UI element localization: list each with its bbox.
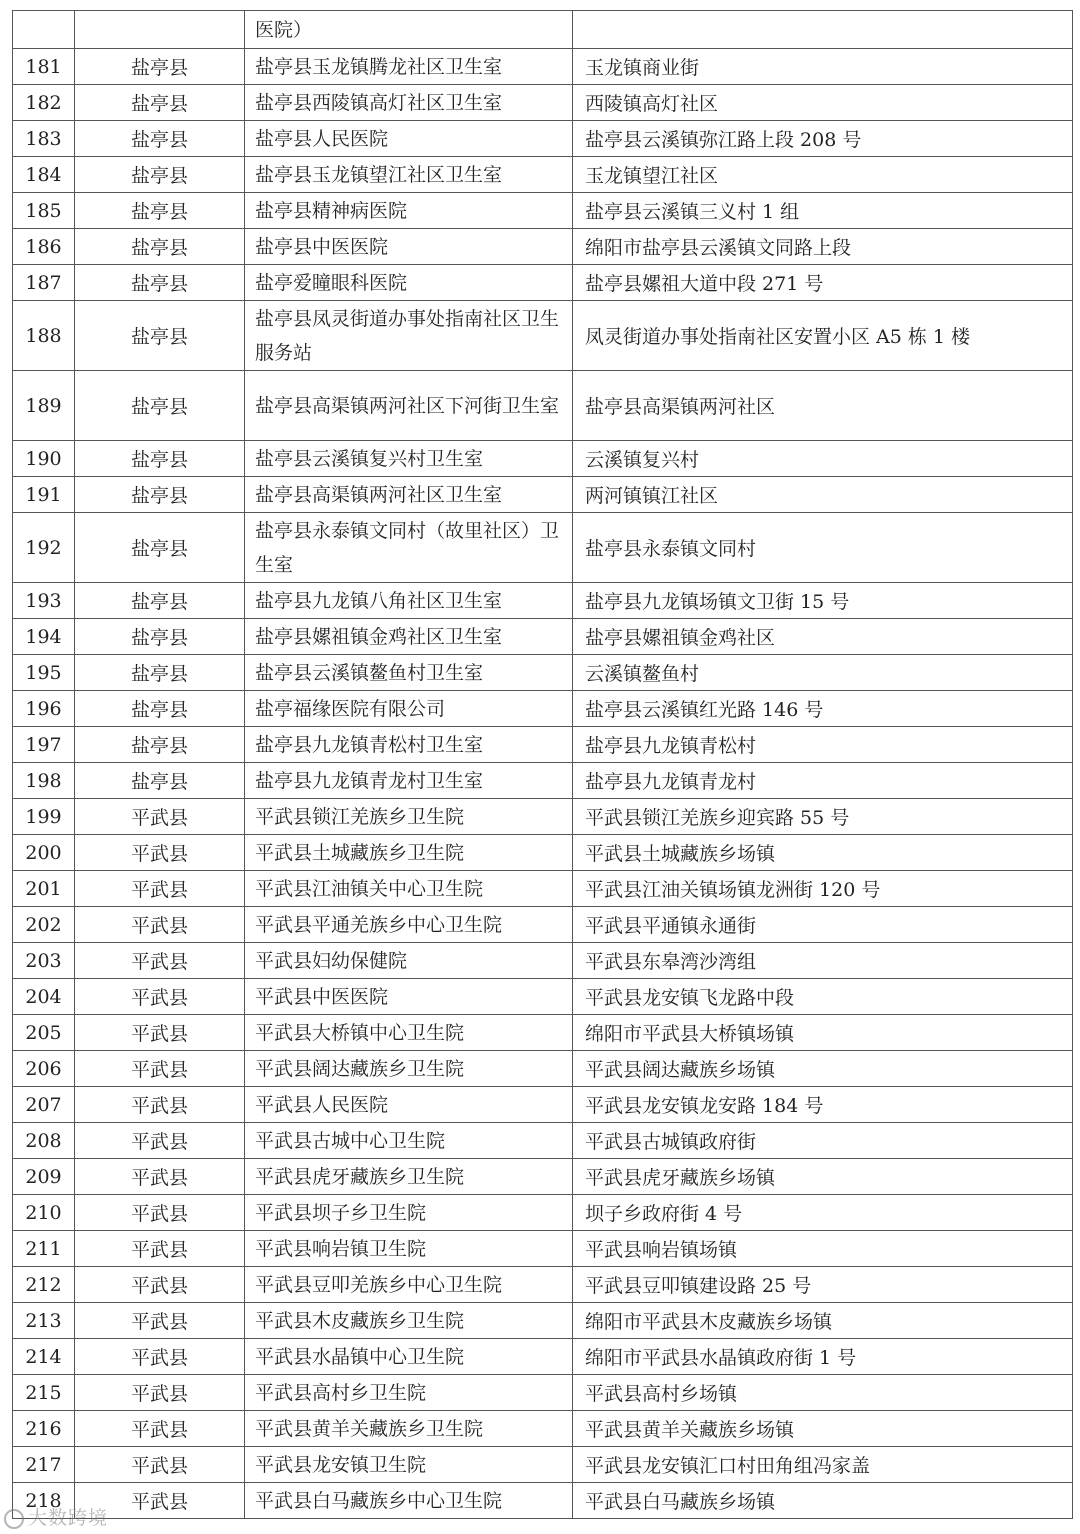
table-row: [13, 1231, 1073, 1267]
table-row: [13, 1411, 1073, 1447]
row-number: 193: [13, 583, 75, 619]
address-cell: 盐亭县云溪镇三义村 1 组: [573, 193, 1073, 229]
institution-name-cell: 盐亭县人民医院: [245, 121, 573, 157]
institution-name-cell: 平武县平通羌族乡中心卫生院: [245, 907, 573, 943]
institution-name-cell: 平武县锁江羌族乡卫生院: [245, 799, 573, 835]
row-number: 211: [13, 1231, 75, 1267]
county-cell: 盐亭县: [75, 763, 245, 799]
institution-name-cell: 平武县古城中心卫生院: [245, 1123, 573, 1159]
county-cell: 盐亭县: [75, 49, 245, 85]
county-cell: 平武县: [75, 1195, 245, 1231]
table-row: [13, 835, 1073, 871]
row-number: 202: [13, 907, 75, 943]
table-row: [13, 1159, 1073, 1195]
address-cell: 玉龙镇望江社区: [573, 157, 1073, 193]
table-row: [13, 11, 1073, 49]
row-number: 208: [13, 1123, 75, 1159]
county-cell: 平武县: [75, 1339, 245, 1375]
table-row: [13, 301, 1073, 371]
institution-name-cell: 盐亭县高渠镇两河社区下河街卫生室: [245, 371, 573, 441]
county-cell: 盐亭县: [75, 301, 245, 371]
county-cell: 盐亭县: [75, 477, 245, 513]
address-cell: 平武县江油关镇场镇龙洲街 120 号: [573, 871, 1073, 907]
address-cell: [573, 11, 1073, 49]
address-cell: 盐亭县嫘祖大道中段 271 号: [573, 265, 1073, 301]
address-cell: 平武县虎牙藏族乡场镇: [573, 1159, 1073, 1195]
institution-name-cell: 盐亭县精神病医院: [245, 193, 573, 229]
row-number: [13, 11, 75, 49]
institution-name-cell: 盐亭县西陵镇高灯社区卫生室: [245, 85, 573, 121]
table-row: [13, 1303, 1073, 1339]
institution-name-cell: 盐亭县九龙镇青龙村卫生室: [245, 763, 573, 799]
county-cell: 平武县: [75, 1087, 245, 1123]
institution-name-cell: 平武县虎牙藏族乡卫生院: [245, 1159, 573, 1195]
row-number: 195: [13, 655, 75, 691]
institution-name-cell: 盐亭县云溪镇复兴村卫生室: [245, 441, 573, 477]
institution-name-cell: 平武县豆叩羌族乡中心卫生院: [245, 1267, 573, 1303]
table-row: [13, 619, 1073, 655]
county-cell: 盐亭县: [75, 121, 245, 157]
county-cell: 平武县: [75, 835, 245, 871]
institution-name-cell: 盐亭县九龙镇八角社区卫生室: [245, 583, 573, 619]
institution-name-cell: 平武县坝子乡卫生院: [245, 1195, 573, 1231]
row-number: 185: [13, 193, 75, 229]
county-cell: 盐亭县: [75, 371, 245, 441]
table-row: [13, 655, 1073, 691]
row-number: 194: [13, 619, 75, 655]
institution-name-cell: 平武县龙安镇卫生院: [245, 1447, 573, 1483]
institution-name-cell: 平武县妇幼保健院: [245, 943, 573, 979]
address-cell: 西陵镇高灯社区: [573, 85, 1073, 121]
watermark-text: 大数跨境: [28, 1507, 109, 1529]
row-number: 212: [13, 1267, 75, 1303]
table-row: [13, 799, 1073, 835]
institution-name-cell: 平武县高村乡卫生院: [245, 1375, 573, 1411]
address-cell: 平武县土城藏族乡场镇: [573, 835, 1073, 871]
row-number: 183: [13, 121, 75, 157]
address-cell: 平武县白马藏族乡场镇: [573, 1483, 1073, 1519]
row-number: 213: [13, 1303, 75, 1339]
row-number: 184: [13, 157, 75, 193]
row-number: 209: [13, 1159, 75, 1195]
address-cell: 盐亭县永泰镇文同村: [573, 513, 1073, 583]
address-cell: 平武县龙安镇汇口村田角组冯家盖: [573, 1447, 1073, 1483]
county-cell: 平武县: [75, 1267, 245, 1303]
address-cell: 盐亭县九龙镇青龙村: [573, 763, 1073, 799]
row-number: 182: [13, 85, 75, 121]
address-cell: 绵阳市平武县大桥镇场镇: [573, 1015, 1073, 1051]
institution-name-cell: 盐亭县玉龙镇望江社区卫生室: [245, 157, 573, 193]
table-row: [13, 907, 1073, 943]
table-row: [13, 371, 1073, 441]
institution-name-cell: 平武县人民医院: [245, 1087, 573, 1123]
row-number: 187: [13, 265, 75, 301]
table-row: [13, 477, 1073, 513]
address-cell: 平武县东皋湾沙湾组: [573, 943, 1073, 979]
institution-name-cell: 盐亭县玉龙镇腾龙社区卫生室: [245, 49, 573, 85]
table-row: [13, 441, 1073, 477]
table-row: [13, 229, 1073, 265]
address-cell: 盐亭县云溪镇弥江路上段 208 号: [573, 121, 1073, 157]
table-row: [13, 1015, 1073, 1051]
row-number: 188: [13, 301, 75, 371]
address-cell: 平武县平通镇永通街: [573, 907, 1073, 943]
address-cell: 平武县高村乡场镇: [573, 1375, 1073, 1411]
address-cell: 平武县锁江羌族乡迎宾路 55 号: [573, 799, 1073, 835]
row-number: 198: [13, 763, 75, 799]
institution-name-cell: 盐亭县云溪镇鳌鱼村卫生室: [245, 655, 573, 691]
address-cell: 坝子乡政府街 4 号: [573, 1195, 1073, 1231]
county-cell: 盐亭县: [75, 193, 245, 229]
address-cell: 云溪镇复兴村: [573, 441, 1073, 477]
address-cell: 平武县豆叩镇建设路 25 号: [573, 1267, 1073, 1303]
row-number: 203: [13, 943, 75, 979]
county-cell: 盐亭县: [75, 619, 245, 655]
institution-name-cell: 平武县白马藏族乡中心卫生院: [245, 1483, 573, 1519]
county-cell: 平武县: [75, 1123, 245, 1159]
table-row: [13, 763, 1073, 799]
county-cell: 盐亭县: [75, 85, 245, 121]
address-cell: 盐亭县云溪镇红光路 146 号: [573, 691, 1073, 727]
county-cell: 平武县: [75, 943, 245, 979]
row-number: 181: [13, 49, 75, 85]
county-cell: 盐亭县: [75, 513, 245, 583]
county-cell: 平武县: [75, 1447, 245, 1483]
county-cell: 平武县: [75, 871, 245, 907]
row-number: 201: [13, 871, 75, 907]
address-cell: 平武县古城镇政府街: [573, 1123, 1073, 1159]
table-row: [13, 265, 1073, 301]
county-cell: 平武县: [75, 1483, 245, 1519]
row-number: 196: [13, 691, 75, 727]
address-cell: 凤灵街道办事处指南社区安置小区 A5 栋 1 楼: [573, 301, 1073, 371]
county-cell: 盐亭县: [75, 265, 245, 301]
address-cell: 云溪镇鳌鱼村: [573, 655, 1073, 691]
county-cell: 平武县: [75, 1375, 245, 1411]
table-row: [13, 49, 1073, 85]
institution-name-cell: 平武县响岩镇卫生院: [245, 1231, 573, 1267]
table-row: [13, 193, 1073, 229]
table-row: [13, 691, 1073, 727]
county-cell: 平武县: [75, 1303, 245, 1339]
address-cell: 盐亭县九龙镇场镇文卫街 15 号: [573, 583, 1073, 619]
county-cell: 平武县: [75, 979, 245, 1015]
table-row: [13, 85, 1073, 121]
institution-name-cell: 盐亭县永泰镇文同村（故里社区）卫生室: [245, 513, 573, 583]
county-cell: 平武县: [75, 1411, 245, 1447]
table-row: [13, 1339, 1073, 1375]
address-cell: 绵阳市盐亭县云溪镇文同路上段: [573, 229, 1073, 265]
institution-name-cell: 盐亭县高渠镇两河社区卫生室: [245, 477, 573, 513]
table-row: [13, 1195, 1073, 1231]
watermark: [4, 1503, 108, 1530]
row-number: 207: [13, 1087, 75, 1123]
table-row: [13, 1447, 1073, 1483]
row-number: 205: [13, 1015, 75, 1051]
county-cell: 平武县: [75, 1231, 245, 1267]
table-row: [13, 513, 1073, 583]
row-number: 204: [13, 979, 75, 1015]
logo-icon: [4, 1509, 24, 1529]
table-row: [13, 1087, 1073, 1123]
county-cell: 平武县: [75, 1051, 245, 1087]
institution-name-cell: 平武县大桥镇中心卫生院: [245, 1015, 573, 1051]
table-row: [13, 727, 1073, 763]
institution-name-cell: 盐亭爱瞳眼科医院: [245, 265, 573, 301]
county-cell: 盐亭县: [75, 157, 245, 193]
row-number: 186: [13, 229, 75, 265]
address-cell: 平武县龙安镇飞龙路中段: [573, 979, 1073, 1015]
county-cell: 平武县: [75, 1015, 245, 1051]
table-row: [13, 979, 1073, 1015]
table-row: [13, 871, 1073, 907]
table-body: [13, 11, 1073, 1519]
institution-name-cell: 平武县水晶镇中心卫生院: [245, 1339, 573, 1375]
institution-name-cell: 盐亭福缘医院有限公司: [245, 691, 573, 727]
institution-name-cell: 医院）: [245, 11, 573, 49]
institution-name-cell: 平武县中医医院: [245, 979, 573, 1015]
table-row: [13, 1051, 1073, 1087]
institution-name-cell: 平武县土城藏族乡卫生院: [245, 835, 573, 871]
table-row: [13, 583, 1073, 619]
row-number: 189: [13, 371, 75, 441]
county-cell: 盐亭县: [75, 229, 245, 265]
address-cell: 平武县黄羊关藏族乡场镇: [573, 1411, 1073, 1447]
table-row: [13, 943, 1073, 979]
address-cell: 平武县龙安镇龙安路 184 号: [573, 1087, 1073, 1123]
address-cell: 平武县阔达藏族乡场镇: [573, 1051, 1073, 1087]
institution-name-cell: 平武县阔达藏族乡卫生院: [245, 1051, 573, 1087]
institution-name-cell: 盐亭县中医医院: [245, 229, 573, 265]
county-cell: 平武县: [75, 799, 245, 835]
institution-name-cell: 盐亭县凤灵街道办事处指南社区卫生服务站: [245, 301, 573, 371]
row-number: 190: [13, 441, 75, 477]
row-number: 214: [13, 1339, 75, 1375]
address-cell: 盐亭县高渠镇两河社区: [573, 371, 1073, 441]
address-cell: 玉龙镇商业街: [573, 49, 1073, 85]
address-cell: 平武县响岩镇场镇: [573, 1231, 1073, 1267]
institution-name-cell: 平武县黄羊关藏族乡卫生院: [245, 1411, 573, 1447]
address-cell: 盐亭县嫘祖镇金鸡社区: [573, 619, 1073, 655]
row-number: 199: [13, 799, 75, 835]
row-number: 216: [13, 1411, 75, 1447]
institution-name-cell: 盐亭县九龙镇青松村卫生室: [245, 727, 573, 763]
address-cell: 绵阳市平武县木皮藏族乡场镇: [573, 1303, 1073, 1339]
hospital-table: [12, 10, 1073, 1519]
county-cell: 平武县: [75, 1159, 245, 1195]
institution-name-cell: 盐亭县嫘祖镇金鸡社区卫生室: [245, 619, 573, 655]
address-cell: 两河镇镇江社区: [573, 477, 1073, 513]
table-row: [13, 157, 1073, 193]
row-number: 192: [13, 513, 75, 583]
county-cell: 盐亭县: [75, 691, 245, 727]
table-row: [13, 121, 1073, 157]
county-cell: 平武县: [75, 907, 245, 943]
institution-name-cell: 平武县江油镇关中心卫生院: [245, 871, 573, 907]
row-number: 218: [13, 1483, 75, 1519]
address-cell: 盐亭县九龙镇青松村: [573, 727, 1073, 763]
row-number: 215: [13, 1375, 75, 1411]
address-cell: 绵阳市平武县水晶镇政府街 1 号: [573, 1339, 1073, 1375]
table-row: [13, 1123, 1073, 1159]
row-number: 210: [13, 1195, 75, 1231]
county-cell: 盐亭县: [75, 655, 245, 691]
row-number: 217: [13, 1447, 75, 1483]
county-cell: 盐亭县: [75, 441, 245, 477]
county-cell: [75, 11, 245, 49]
row-number: 191: [13, 477, 75, 513]
county-cell: 盐亭县: [75, 727, 245, 763]
row-number: 200: [13, 835, 75, 871]
table-row: [13, 1267, 1073, 1303]
county-cell: 盐亭县: [75, 583, 245, 619]
table-row: [13, 1375, 1073, 1411]
table-row: [13, 1483, 1073, 1519]
row-number: 197: [13, 727, 75, 763]
row-number: 206: [13, 1051, 75, 1087]
institution-name-cell: 平武县木皮藏族乡卫生院: [245, 1303, 573, 1339]
